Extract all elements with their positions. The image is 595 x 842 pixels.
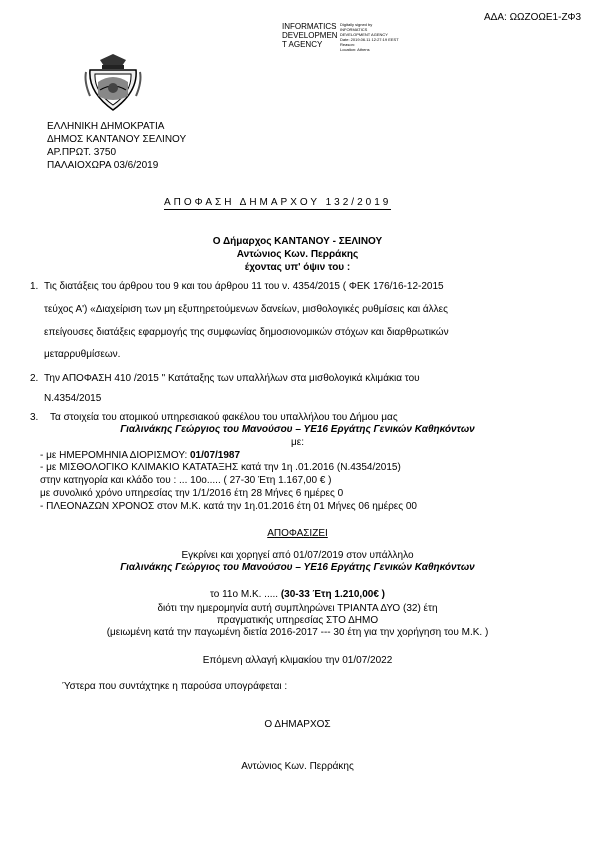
salary-grade-value: (30-33 Έτη 1.210,00€ ) (280, 589, 386, 600)
issuer-line-3: ΑΡ.ΠΡΩΤ. 3750 (47, 147, 117, 158)
mayor-name: Αντώνιος Κων. Περράκης (236, 249, 359, 260)
reason-line-3: (μειωμένη κατά την παγωμένη διετία 2016-2017 --- 30 έτη για την χορήγηση του Μ.Κ. ) (106, 627, 489, 638)
decision-title: ΑΠΟΦΑΣΗ ΔΗΜΑΡΧΟΥ 132/2019 (164, 197, 392, 208)
issuer-line-4: ΠΑΛΑΙΟΧΩΡΑ 03/6/2019 (47, 160, 159, 171)
employee-line-2: Γιαλινάκης Γεώργιος του Μανούσου – ΥΕ16 Εργάτης Γενικών Καθηκόντων (120, 562, 475, 573)
next-change-line: Επόμενη αλλαγή κλιμακίου την 01/07/2022 (202, 655, 393, 666)
item-2-line-2: Ν.4354/2015 (44, 393, 102, 404)
with-label: με: (291, 437, 304, 448)
detail-appointment-label: - με ΗΜΕΡΟΜΗΝΙΑ ΔΙΟΡΙΣΜΟΥ: (40, 450, 190, 461)
employee-line: Γιαλινάκης Γεώργιος του Μανούσου – ΥΕ16 Εργάτης Γενικών Καθηκόντων (120, 424, 475, 435)
issuer-line-2: ΔΗΜΟΣ ΚΑΝΤΑΝΟΥ ΣΕΛΙΝΟΥ (47, 134, 187, 145)
detail-service-time: με συνολικό χρόνο υπηρεσίας την 1/1/2016 έτη 28 Μήνες 6 ημέρες 0 (40, 488, 344, 499)
salary-grade-prefix: το 11ο Μ.Κ. ..... (209, 589, 281, 600)
stamp-right-3: DEVELOPMENT AGENCY (340, 32, 388, 37)
stamp-right-1: Digitally signed by (340, 22, 373, 27)
stamp-left-1: INFORMATICS (282, 22, 337, 31)
item-1-line-3: επείγουσες διατάξεις εφαρμογής της συμφωνίας δημοσιονομικών στόχων και διαρθρωτικών (44, 327, 449, 338)
stamp-left-2: DEVELOPMEN (282, 31, 338, 40)
salary-grade-line (0, 589, 595, 600)
decides-heading: ΑΠΟΦΑΣΙΖΕΙ (267, 528, 328, 539)
issuer-line-1: ΕΛΛΗΝΙΚΗ ΔΗΜΟΚΡΑΤΙΑ (47, 121, 165, 132)
item-1-line-4: μεταρρυθμίσεων. (44, 349, 121, 360)
mayor-line: Ο Δήμαρχος ΚΑΝΤΑΝΟΥ - ΣΕΛΙΝΟΥ (212, 236, 383, 247)
signer-name: Αντώνιος Κων. Περράκης (241, 761, 354, 772)
item-3-number: 3. (30, 412, 39, 423)
item-1-line-2: τεύχος Α') «Διαχείριση των μη εξυπηρετούμενων δανείων, μισθολογικές ρυθμίσεις και άλλες (44, 304, 448, 315)
ada-code: ΑΔΑ: ΩΩΖΟΩΕ1-ΖΦ3 (484, 12, 582, 23)
reason-line-2: πραγματικής υπηρεσίας ΣΤΟ ΔΗΜΟ (216, 615, 379, 626)
stamp-right-5: Reason: (340, 42, 355, 47)
grant-line: Εγκρίνει και χορηγεί από 01/07/2019 στον υπάλληλο (181, 550, 414, 561)
detail-appointment-date (40, 450, 240, 461)
detail-salary-grade: - με ΜΙΣΘΟΛΟΓΙΚΟ ΚΛΙΜΑΚΙΟ ΚΑΤΑΤΑΞΗΣ κατά την 1η .01.2016 (Ν.4354/2015) (40, 462, 401, 473)
item-2-line-1: Την ΑΠΟΦΑΣΗ 410 /2015 " Κατάταξης των υπαλλήλων στα μισθολογικά κλιμάκια του (44, 373, 420, 384)
stamp-right-6: Location: Athens (340, 47, 370, 52)
item-2-number: 2. (30, 373, 39, 384)
having-line: έχοντας υπ' όψιν του : (244, 262, 351, 273)
seal-icon (82, 52, 144, 112)
item-3-line-1: Τα στοιχεία του ατομικού υπηρεσιακού φακέλου του υπαλλήλου του Δήμου μας (50, 412, 398, 423)
stamp-left-3: T AGENCY (282, 40, 323, 49)
detail-appointment-value: 01/07/1987 (190, 450, 241, 461)
stamp-right-2: INFORMATICS (340, 27, 368, 32)
item-1-line-1: Τις διατάξεις του άρθρου του 9 και του άρθρου 11 του ν. 4354/2015 ( ΦΕΚ 176/16-12-2015 (44, 281, 444, 292)
detail-surplus-time: - ΠΛΕΟΝΑΖΩΝ ΧΡΟΝΟΣ στον Μ.Κ. κατά την 1η.01.2016 έτη 01 Μήνες 06 ημέρες 00 (40, 501, 417, 512)
detail-category: στην κατηγορία και κλάδο του : ... 10ο..... ( 27-30 Έτη 1.167,00 € ) (40, 475, 332, 486)
issuer-block (47, 120, 186, 172)
signer-title: Ο ΔΗΜΑΡΧΟΣ (264, 719, 331, 730)
reason-line-1: διότι την ημερομηνία αυτή συμπληρώνει ΤΡΙΑΝΤΑ ΔΥΟ (32) έτη (157, 603, 438, 614)
stamp-right-4: Date: 2019.06.11 12:27:19 EEST (340, 37, 399, 42)
item-1-number: 1. (30, 281, 39, 292)
closing-line: Ύστερα που συντάχτηκε η παρούσα υπογράφεται : (62, 681, 288, 692)
